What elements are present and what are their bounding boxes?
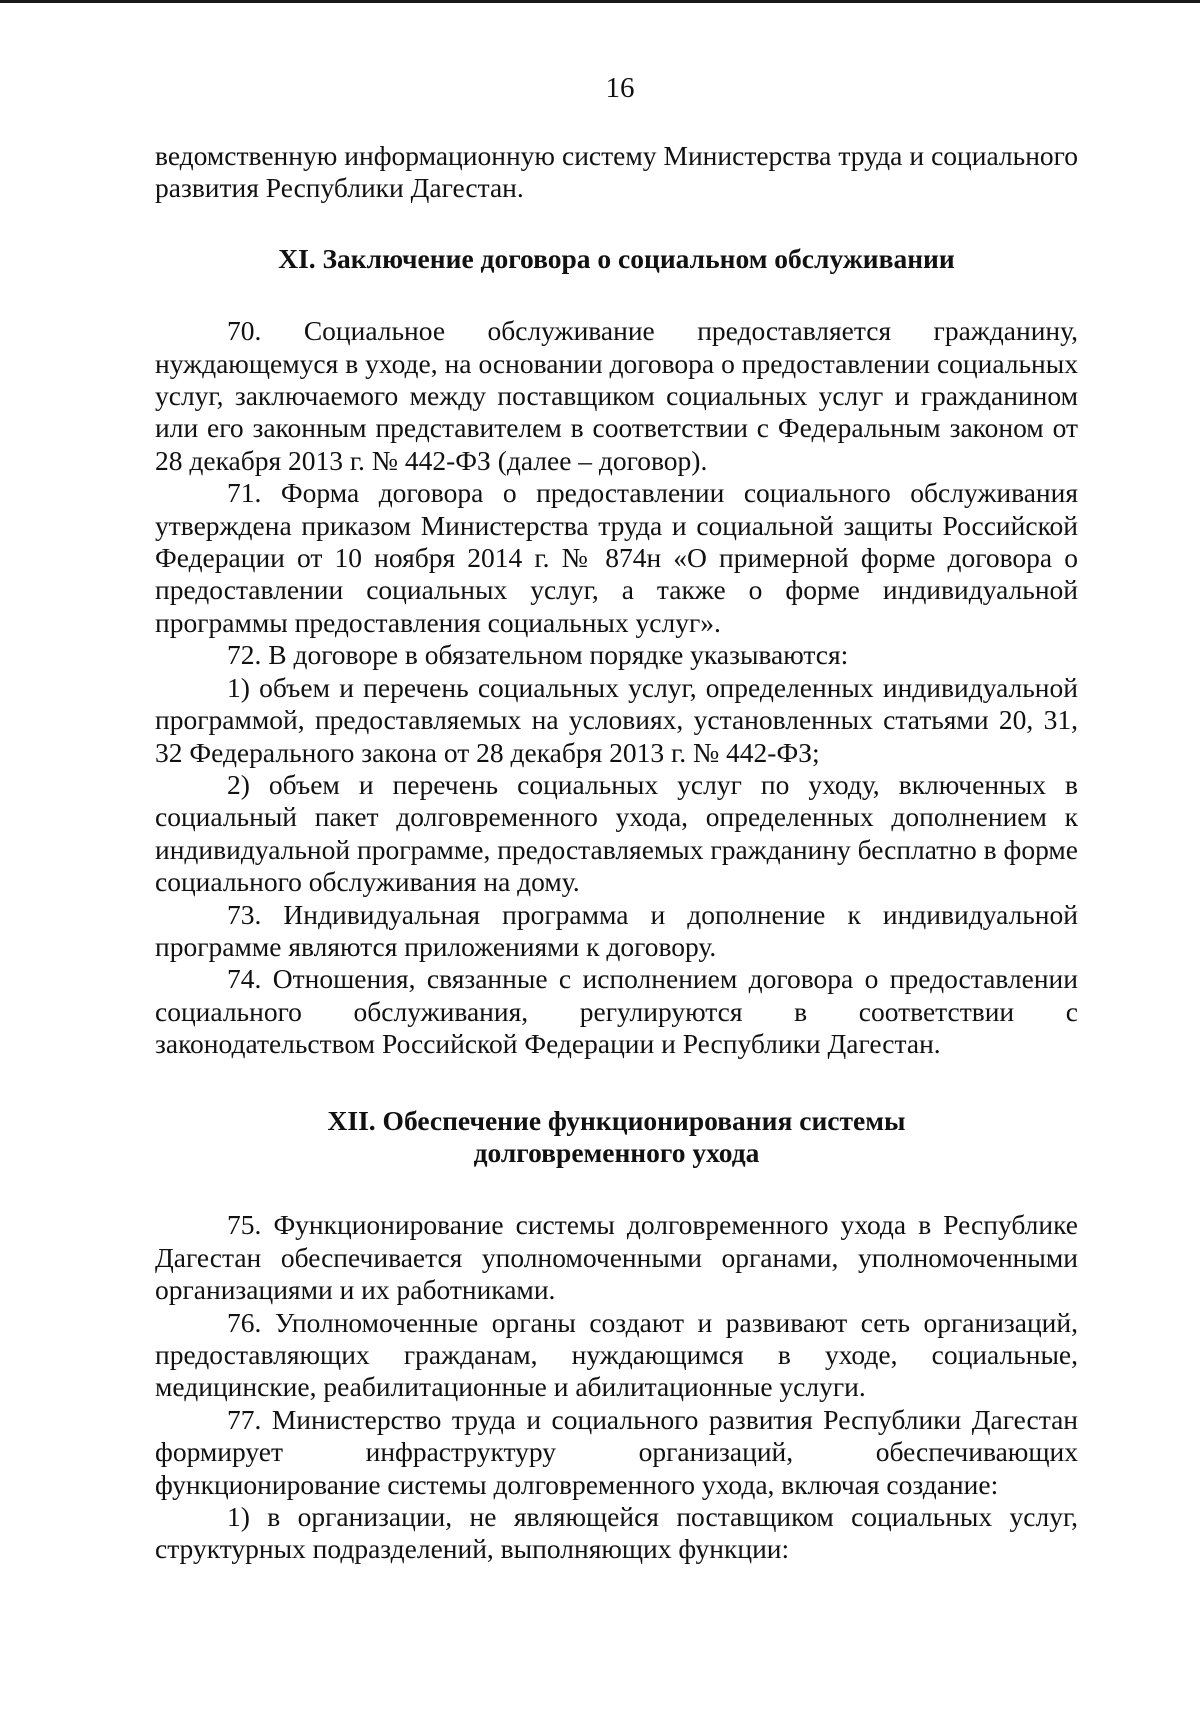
continued-paragraph: ведомственную информационную систему Министерства труда и социального развития Республики Дагестан. bbox=[155, 140, 1078, 204]
spacer bbox=[155, 1061, 1078, 1105]
paragraph-72-item-2: 2) объем и перечень социальных услуг по уходу, включенных в социальный пакет долговременного ухода, определенных дополнением к индивидуальной программе, предоставляемых гражданину бесплатно в форме социального обслуживания на дому. bbox=[155, 768, 1079, 898]
paragraph-77-item-1: 1) в организации, не являющейся поставщиком социальных услуг, структурных подразделений, выполняющих функции: bbox=[155, 1501, 1078, 1565]
paragraph-77: 77. Министерство труда и социального развития Республики Дагестан формирует инфраструктуру организаций, обеспечивающих функционирование системы долговременного ухода, включая создание: bbox=[155, 1403, 1078, 1500]
paragraph-73: 73. Индивидуальная программа и дополнение к индивидуальной программе являются приложениями к договору. bbox=[155, 898, 1078, 962]
paragraph-70: 70. Социальное обслуживание предоставляется гражданину, нуждающемуся в уходе, на основании договора о предоставлении социальных услуг, заключаемого между поставщиком социальных услуг и гражданином или его законным представителем в соответствии с Федеральным законом от 28 декабря 2013 г. № 442-ФЗ (далее – договор). bbox=[155, 315, 1078, 476]
paragraph-75: 75. Функционирование системы долговременного ухода в Республике Дагестан обеспечивается уполномоченными органами, уполномоченными организациями и их работниками. bbox=[155, 1209, 1078, 1306]
spacer bbox=[155, 1169, 1078, 1209]
paragraph-72-item-1: 1) объем и перечень социальных услуг, определенных индивидуальной программой, предоставляемых на условиях, установленных статьями 20, 31, 32 Федерального закона от 28 декабря 2013 г. № 442-ФЗ; bbox=[155, 671, 1078, 768]
document-body bbox=[155, 140, 1078, 1566]
page-number: 16 bbox=[605, 72, 635, 104]
section-11-heading: XI. Заключение договора о социальном обслуживании bbox=[278, 242, 955, 274]
paragraph-74: 74. Отношения, связанные с исполнением договора о предоставлении социального обслуживания, регулируются в соответствии с законодательством Российской Федерации и Республики Дагестан. bbox=[155, 963, 1078, 1060]
paragraph-71: 71. Форма договора о предоставлении социального обслуживания утверждена приказом Министерства труда и социальной защиты Российской Федерации от 10 ноября 2014 г. № 874н «О примерной форме договора о предоставлении социальных услуг, а также о форме индивидуальной программы предоставления социальных услуг». bbox=[155, 477, 1078, 638]
spacer bbox=[155, 205, 1078, 243]
page-top-edge bbox=[0, 0, 1200, 3]
spacer bbox=[155, 275, 1078, 315]
paragraph-76: 76. Уполномоченные органы создают и развивают сеть организаций, предоставляющих гражданам, нуждающимся в уходе, социальные, медицинские, реабилитационные и абилитационные услуги. bbox=[155, 1306, 1078, 1403]
section-12-heading-line-1: XII. Обеспечение функционирования системы bbox=[327, 1104, 906, 1136]
paragraph-72: 72. В договоре в обязательном порядке указываются: bbox=[227, 639, 849, 671]
section-12-heading-line-2: долговременного ухода bbox=[473, 1136, 760, 1168]
